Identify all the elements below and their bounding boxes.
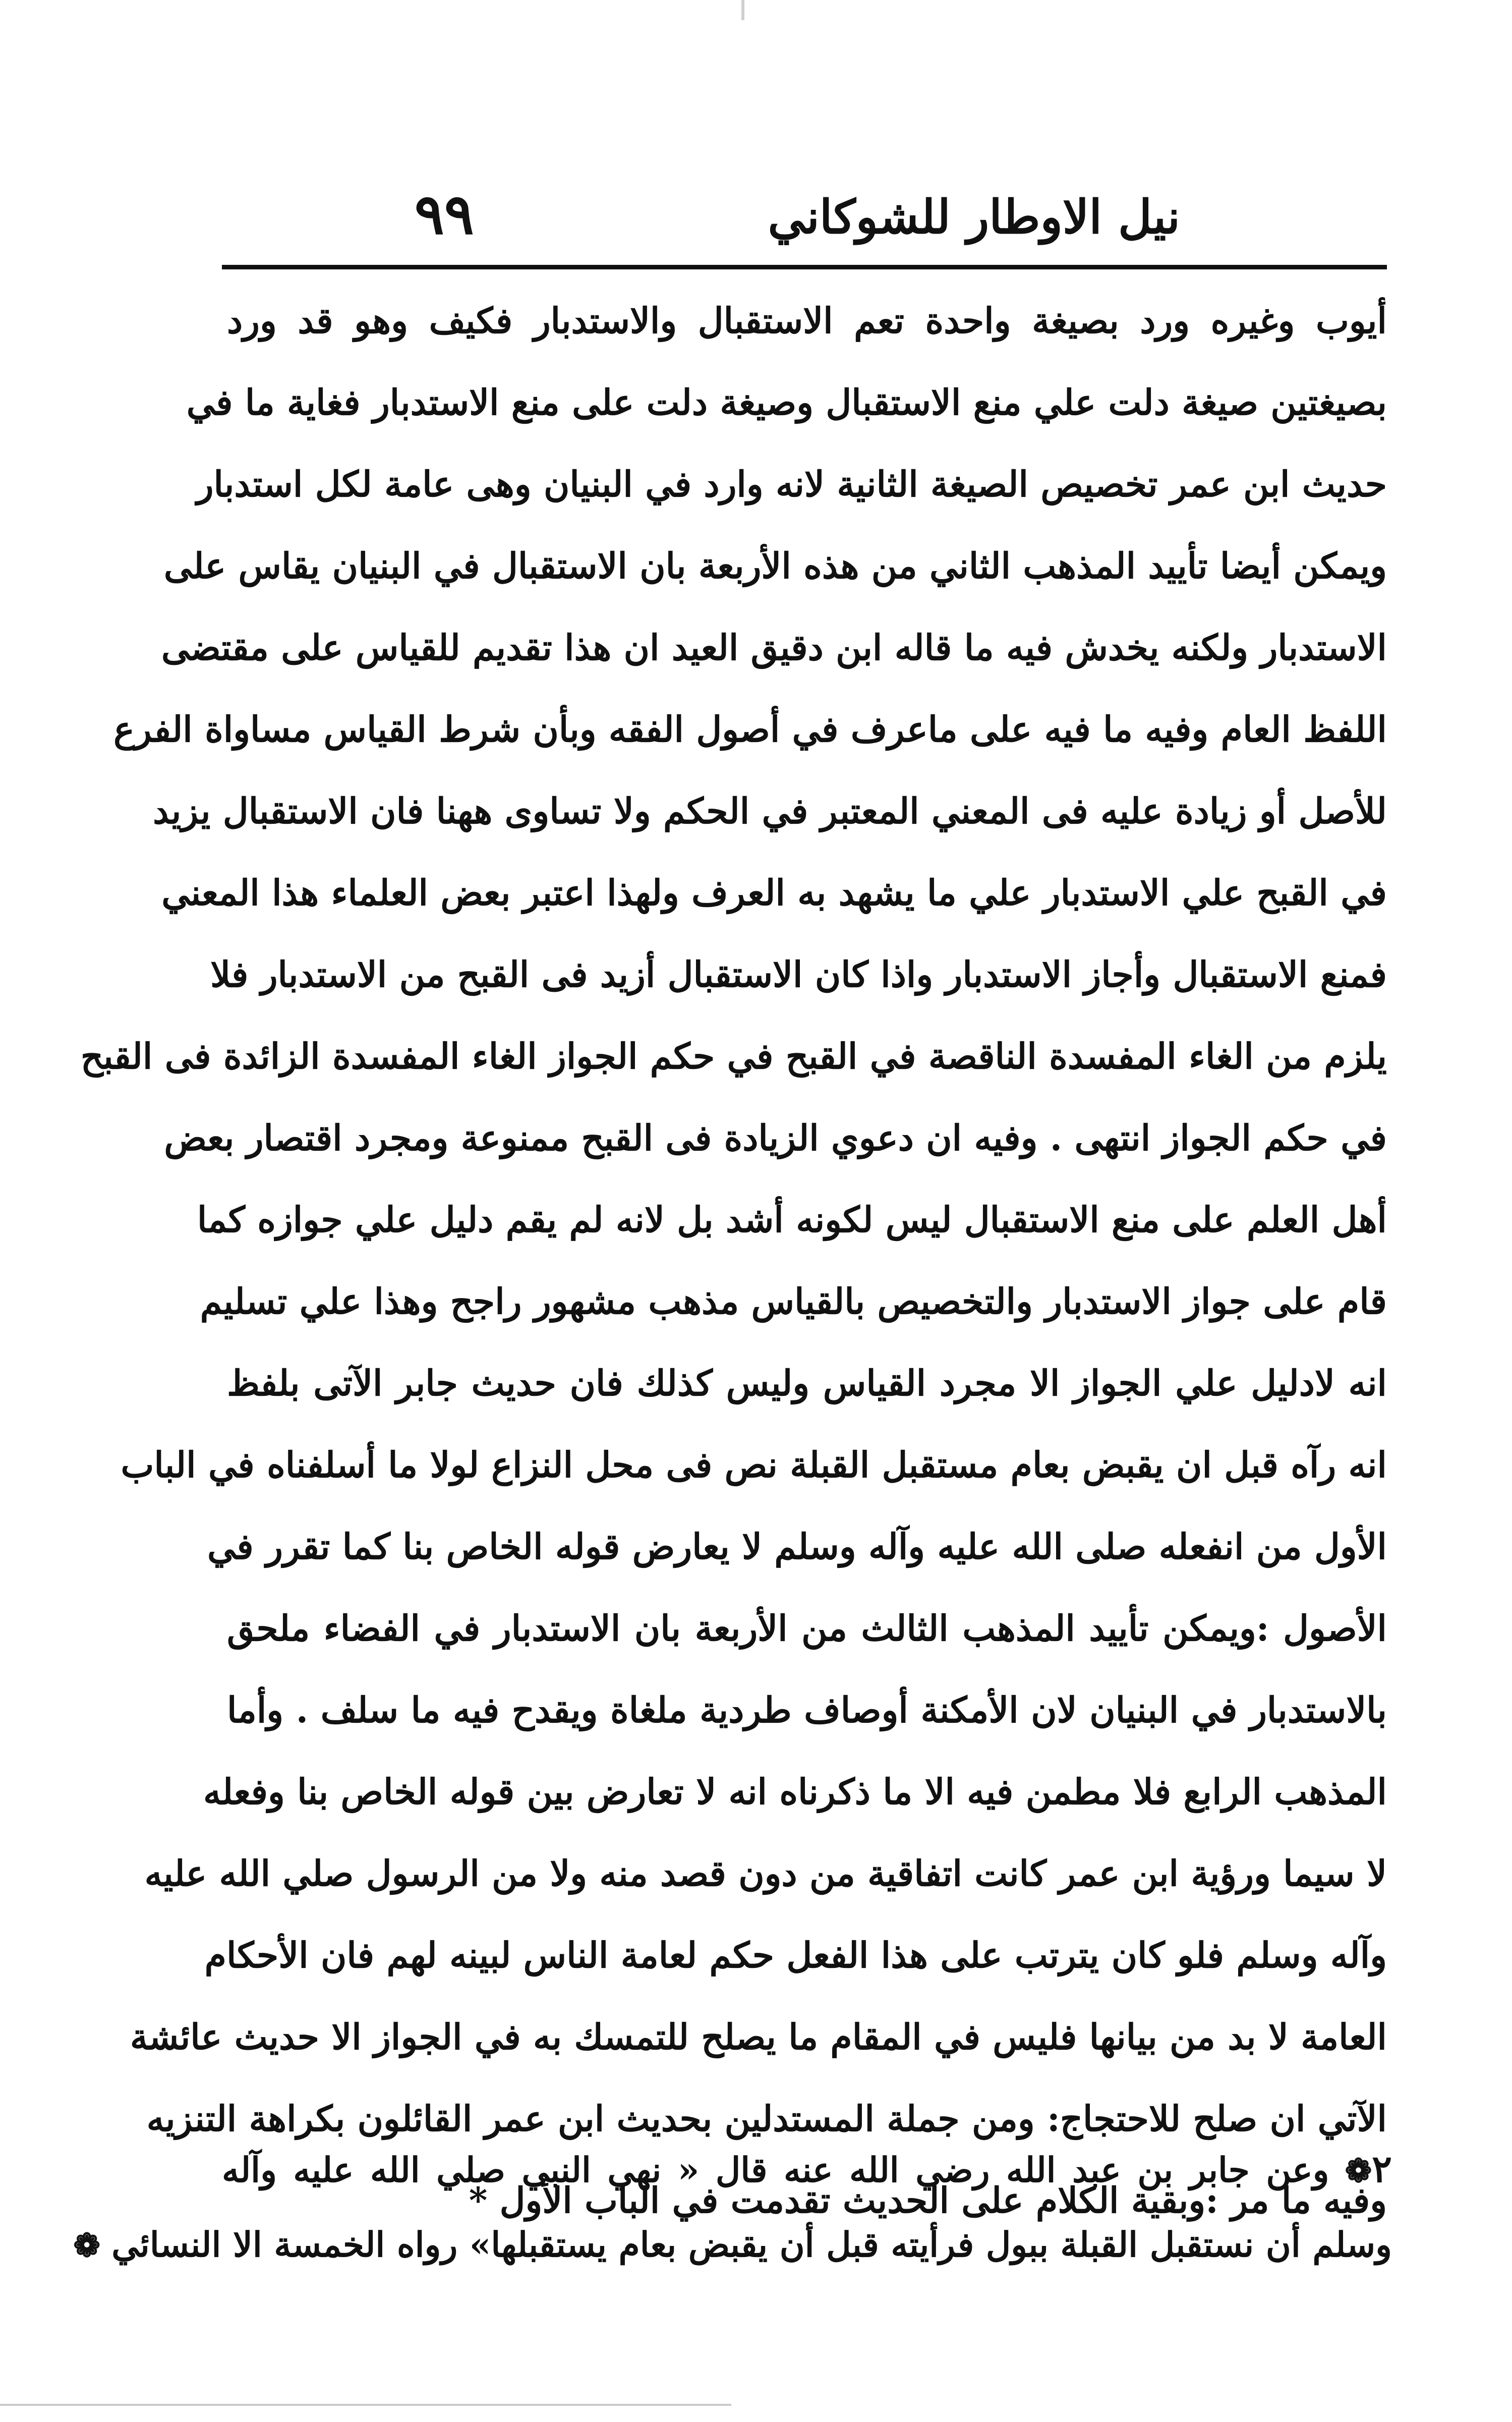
text-line: العامة لا بد من بيانها فليس في المقام ما يصلح للتمسك به في الجواز الا حديث عائشة bbox=[130, 2016, 1387, 2058]
hadith-number: ٢ bbox=[1372, 2148, 1392, 2191]
text-line: الأول من انفعله صلى الله عليه وآله وسلم لا يعارض قوله الخاص بنا كما تقرر في bbox=[207, 1526, 1387, 1567]
text-line: المذهب الرابع فلا مطمن فيه الا ما ذكرناه انه لا تعارض بين قوله الخاص بنا وفعله bbox=[203, 1771, 1387, 1813]
text-line: الأصول :ويمكن تأييد المذهب الثالث من الأربعة بان الاستدبار في الفضاء ملحق bbox=[227, 1607, 1387, 1649]
scan-edge-mark bbox=[0, 2404, 731, 2406]
text-line: في القبح علي الاستدبار علي ما يشهد به العرف ولهذا اعتبر بعض العلماء هذا المعني bbox=[161, 872, 1387, 914]
text-line: حديث ابن عمر تخصيص الصيغة الثانية لانه وارد في البنيان وهى عامة لكل استدبار bbox=[196, 463, 1387, 505]
scan-edge-mark bbox=[741, 0, 744, 20]
text-line: انه لادليل علي الجواز الا مجرد القياس وليس كذلك فان حديث جابر الآتى بلفظ bbox=[227, 1362, 1387, 1404]
text-line: وآله وسلم فلو كان يترتب على هذا الفعل حكم لعامة الناس لبينه لهم فان الأحكام bbox=[204, 1934, 1387, 1976]
header-rule bbox=[222, 265, 1387, 269]
ornament-icon: ❁ bbox=[1329, 2152, 1372, 2190]
commentary-text bbox=[80, 280, 1387, 2241]
text-line: فمنع الاستقبال وأجاز الاستدبار واذا كان الاستقبال أزيد فى القبح من الاستدبار فلا bbox=[210, 953, 1387, 995]
hadith-text: وسلم أن نستقبل القبلة ببول فرأيته قبل أن يقبض بعام يستقبلها» رواه الخمسة الا النسائي bbox=[111, 2225, 1392, 2265]
text-line: بصيغتين صيغة دلت علي منع الاستقبال وصيغة دلت على منع الاستدبار فغاية ما في bbox=[186, 381, 1387, 423]
page-number: ٩٩ bbox=[414, 182, 474, 247]
hadith-block bbox=[73, 2131, 1392, 2283]
text-line: للأصل أو زيادة عليه فى المعني المعتبر في الحكم ولا تساوى ههنا فان الاستقبال يزيد bbox=[153, 790, 1387, 832]
running-title: نيل الاوطار للشوكاني bbox=[768, 190, 1180, 244]
hadith-line bbox=[73, 2207, 1392, 2283]
text-line: اللفظ العام وفيه ما فيه على ماعرف في أصول الفقه وبأن شرط القياس مساواة الفرع bbox=[113, 708, 1387, 750]
text-line: بالاستدبار في البنيان لان الأمكنة أوصاف طردية ملغاة ويقدح فيه ما سلف . وأما bbox=[227, 1689, 1387, 1731]
text-line: قام على جواز الاستدبار والتخصيص بالقياس مذهب مشهور راجح وهذا علي تسليم bbox=[200, 1280, 1387, 1322]
text-line: في حكم الجواز انتهى . وفيه ان دعوي الزيادة فى القبح ممنوعة ومجرد اقتصار بعض bbox=[164, 1117, 1387, 1159]
text-line: وفيه ما مر :وبقية الكلام على الحديث تقدمت في الباب الأول * bbox=[469, 2179, 1387, 2221]
text-line: ويمكن أيضا تأييد المذهب الثاني من هذه الأربعة بان الاستقبال في البنيان يقاس على bbox=[163, 545, 1387, 587]
text-line: أهل العلم على منع الاستقبال ليس لكونه أشد بل لانه لم يقم دليل علي جوازه كما bbox=[197, 1199, 1387, 1241]
ornament-icon: ❁ bbox=[73, 2227, 112, 2265]
hadith-text: وعن جابر بن عبد الله رضي الله عنه قال « نهي النبي صلي الله عليه وآله bbox=[222, 2150, 1329, 2190]
text-line: يلزم من الغاء المفسدة الناقصة في القبح في حكم الجواز الغاء المفسدة الزائدة فى القبح bbox=[80, 1035, 1387, 1077]
text-line: الاستدبار ولكنه يخدش فيه ما قاله ابن دقيق العيد ان هذا تقديم للقياس على مقتضى bbox=[161, 627, 1387, 668]
text-line: الآتي ان صلح للاحتجاج: ومن جملة المستدلين بحديث ابن عمر القائلون بكراهة التنزيه bbox=[146, 2098, 1387, 2139]
text-line: أيوب وغيره ورد بصيغة واحدة تعم الاستقبال والاستدبار فكيف وهو قد ورد bbox=[227, 300, 1387, 342]
text-line: لا سيما ورؤية ابن عمر كانت اتفاقية من دون قصد منه ولا من الرسول صلي الله عليه bbox=[144, 1852, 1387, 1894]
text-line: انه رآه قبل ان يقبض بعام مستقبل القبلة نص فى محل النزاع لولا ما أسلفناه في الباب bbox=[121, 1444, 1387, 1486]
page-header bbox=[222, 182, 1382, 257]
hadith-line bbox=[222, 2131, 1392, 2207]
